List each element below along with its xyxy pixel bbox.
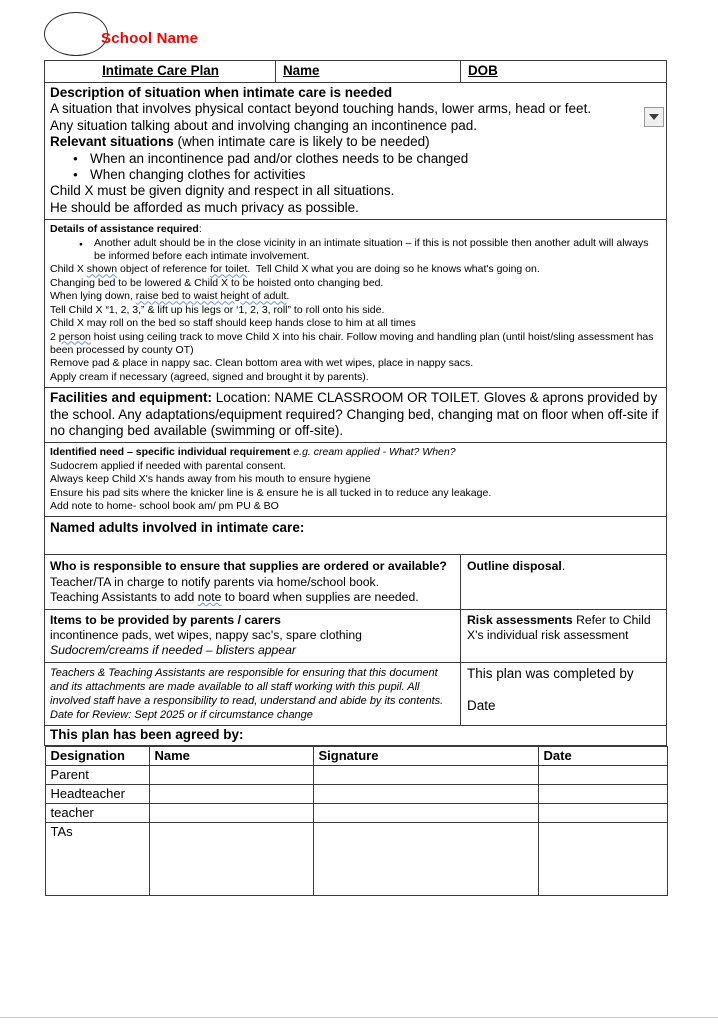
named-adults-row — [45, 517, 667, 555]
identified-need-cell — [45, 443, 667, 517]
list-item: ● When changing clothes for activities — [90, 167, 662, 183]
plan-title: Intimate Care Plan — [102, 63, 219, 78]
items-provided-line-2: Sudocrem/creams if needed – blisters appear — [50, 643, 296, 658]
responsibility-paragraph: Teachers & Teaching Assistants are responsible for ensuring that this document and its attachments are made available to all staff working with this pupil. All involved staff have a responsibility to read, understand and abide by its contents. — [50, 666, 444, 707]
agreement-signature-table — [45, 746, 668, 896]
assistance-line-5: Child X may roll on the bed so staff should keep hands close to him at all times — [50, 317, 416, 330]
facilities-body: Location: NAME CLASSROOM OR TOILET. Gloves & aprons provided by the school. Any adaptations/equipment required? Changing bed, changing mat on floor when off-site if no changing bed available (swimming or off-site). — [50, 390, 659, 438]
relevant-situations-note: (when intimate care is likely to be needed) — [173, 134, 430, 150]
completion-cell — [461, 662, 667, 726]
assistance-line-6: 2 person hoist using ceiling track to move Child X into his chair. Follow moving and handling plan (until hoist/sling assessment has been processed by county OT) — [50, 330, 654, 356]
table-row — [45, 765, 667, 784]
risk-assessments-heading: Risk assessments — [467, 612, 573, 627]
header-cell-name — [276, 61, 461, 83]
intimate-care-plan-table — [44, 60, 667, 896]
risk-assessments-cell — [461, 609, 667, 662]
header-cell-dob — [461, 61, 667, 83]
agreement-col-name: Name — [149, 746, 313, 765]
identified-need-line-2: Always keep Child X's hands away from his mouth to ensure hygiene — [50, 473, 371, 486]
name-input-cell[interactable] — [149, 803, 313, 822]
identified-need-heading-wrap — [50, 446, 662, 459]
agreement-heading-row — [45, 726, 667, 745]
facilities-cell — [45, 388, 667, 443]
dob-label: DOB — [468, 63, 498, 78]
signature-input-cell[interactable] — [313, 822, 538, 895]
designation-cell: Headteacher — [45, 784, 149, 803]
completion-line-2: Date — [467, 698, 496, 713]
assistance-line-3: When lying down, raise bed to waist height of adult. — [50, 290, 290, 303]
supplies-cell — [45, 555, 461, 610]
assistance-heading: Details of assistance required — [50, 223, 199, 236]
school-name-text: School Name — [101, 30, 199, 47]
disposal-cell — [461, 555, 667, 610]
assistance-line-2: Changing bed to be lowered & Child X to be hoisted onto changing bed. — [50, 276, 384, 289]
agreement-table-row — [45, 745, 667, 896]
header-cell-title — [45, 61, 276, 83]
supplies-line-2: Teaching Assistants to add note to board when supplies are needed. — [50, 589, 419, 604]
identified-need-row — [45, 443, 667, 517]
assistance-row — [45, 220, 667, 388]
agreement-col-signature: Signature — [313, 746, 538, 765]
description-heading: Description of situation when intimate care is needed — [50, 85, 393, 100]
page-bottom-margin — [0, 1018, 718, 1024]
items-provided-cell — [45, 609, 461, 662]
relevant-situations-label: Relevant situations — [50, 134, 174, 150]
signature-input-cell[interactable] — [313, 784, 538, 803]
name-input-cell[interactable] — [149, 765, 313, 784]
disposal-heading: Outline disposal — [467, 559, 562, 574]
responsibility-completion-row — [45, 662, 667, 726]
date-input-cell[interactable] — [538, 765, 667, 784]
assistance-cell — [45, 220, 667, 388]
description-line-4: He should be afforded as much privacy as possible. — [50, 199, 359, 215]
name-input-cell[interactable] — [149, 822, 313, 895]
completion-spacer — [467, 682, 662, 698]
table-row — [45, 784, 667, 803]
description-row — [45, 83, 667, 220]
identified-need-heading: Identified need – specific individual requirement — [50, 446, 291, 459]
responsibility-review: Date for Review: Sept 2025 or if circumstance change — [50, 709, 313, 722]
relevant-situations-list — [50, 151, 662, 184]
supplies-disposal-row — [45, 555, 667, 610]
items-risk-row — [45, 609, 667, 662]
disposal-heading-suffix: . — [561, 559, 566, 574]
date-input-cell[interactable] — [538, 803, 667, 822]
designation-cell: teacher — [45, 803, 149, 822]
description-line-1: A situation that involves physical contact beyond touching hands, lower arms, head or feet. — [50, 101, 592, 117]
identified-need-heading-example: e.g. cream applied - What? When? — [290, 446, 456, 459]
signature-input-cell[interactable] — [313, 803, 538, 822]
completion-line-1: This plan was completed by — [467, 665, 634, 681]
table-row — [45, 822, 667, 895]
assistance-line-4: Tell Child X “1, 2, 3,” & lift up his legs or ‘1, 2, 3, roll” to roll onto his side. — [50, 303, 385, 316]
assistance-line-8: Apply cream if necessary (agreed, signed and brought it by parents). — [50, 370, 369, 383]
identified-need-line-4: Add note to home- school book am/ pm PU & BO — [50, 499, 279, 512]
items-provided-line-1: incontinence pads, wet wipes, nappy sac's, spare clothing — [50, 628, 362, 643]
agreement-heading: This plan has been agreed by: — [50, 727, 244, 743]
description-cell — [45, 83, 667, 220]
relevant-situations-heading — [50, 134, 662, 150]
assistance-bullet-list — [50, 237, 662, 264]
supplies-line-1: Teacher/TA in charge to notify parents via home/school book. — [50, 574, 380, 589]
table-row — [45, 803, 667, 822]
assistance-heading-suffix: : — [198, 223, 202, 236]
facilities-row — [45, 388, 667, 443]
name-label: Name — [283, 63, 320, 78]
chevron-down-icon-button[interactable] — [644, 107, 664, 127]
school-logo-placeholder-icon — [44, 12, 108, 56]
risk-assessments-body: Refer to Child X's individual risk assessment — [467, 612, 651, 643]
agreement-col-date: Date — [538, 746, 667, 765]
table-header-row — [45, 61, 667, 83]
agreement-table-wrapper — [45, 745, 667, 896]
chevron-down-icon — [649, 114, 659, 120]
supplies-heading: Who is responsible to ensure that supplies are ordered or available? — [50, 559, 447, 574]
assistance-line-1: Child X shown object of reference for toilet. Tell Child X what you are doing so he knows what's going on. — [50, 263, 540, 276]
items-provided-heading: Items to be provided by parents / carers — [50, 612, 281, 627]
description-line-2: Any situation talking about and involving changing an incontinence pad. — [50, 117, 478, 133]
designation-cell: Parent — [45, 765, 149, 784]
list-item: ● When an incontinence pad and/or clothes needs to be changed — [90, 151, 662, 167]
document-header — [44, 8, 666, 60]
identified-need-line-3: Ensure his pad sits where the knicker line is & ensure he is all tucked in to reduce any leakage. — [50, 486, 492, 499]
agreement-heading-cell — [45, 726, 667, 745]
signature-input-cell[interactable] — [313, 765, 538, 784]
agreement-col-designation: Designation — [45, 746, 149, 765]
assistance-line-7: Remove pad & place in nappy sac. Clean bottom area with wet wipes, place in nappy sacs. — [50, 357, 474, 370]
description-line-3: Child X must be given dignity and respect in all situations. — [50, 183, 395, 199]
responsibility-cell — [45, 662, 461, 726]
name-input-cell[interactable] — [149, 784, 313, 803]
named-adults-heading: Named adults involved in intimate care: — [50, 520, 305, 536]
agreement-header-row — [45, 746, 667, 765]
list-item: ● Another adult should be in the close vicinity in an intimate situation – if this is not possible then another adult will always be informed before each intimate involvement. — [94, 237, 662, 264]
designation-cell: TAs — [45, 822, 149, 895]
named-adults-cell — [45, 517, 667, 555]
assistance-heading-wrap — [50, 223, 662, 236]
identified-need-line-1: Sudocrem applied if needed with parental consent. — [50, 459, 286, 472]
date-input-cell[interactable] — [538, 784, 667, 803]
date-input-cell[interactable] — [538, 822, 667, 895]
facilities-heading: Facilities and equipment: — [50, 390, 213, 406]
